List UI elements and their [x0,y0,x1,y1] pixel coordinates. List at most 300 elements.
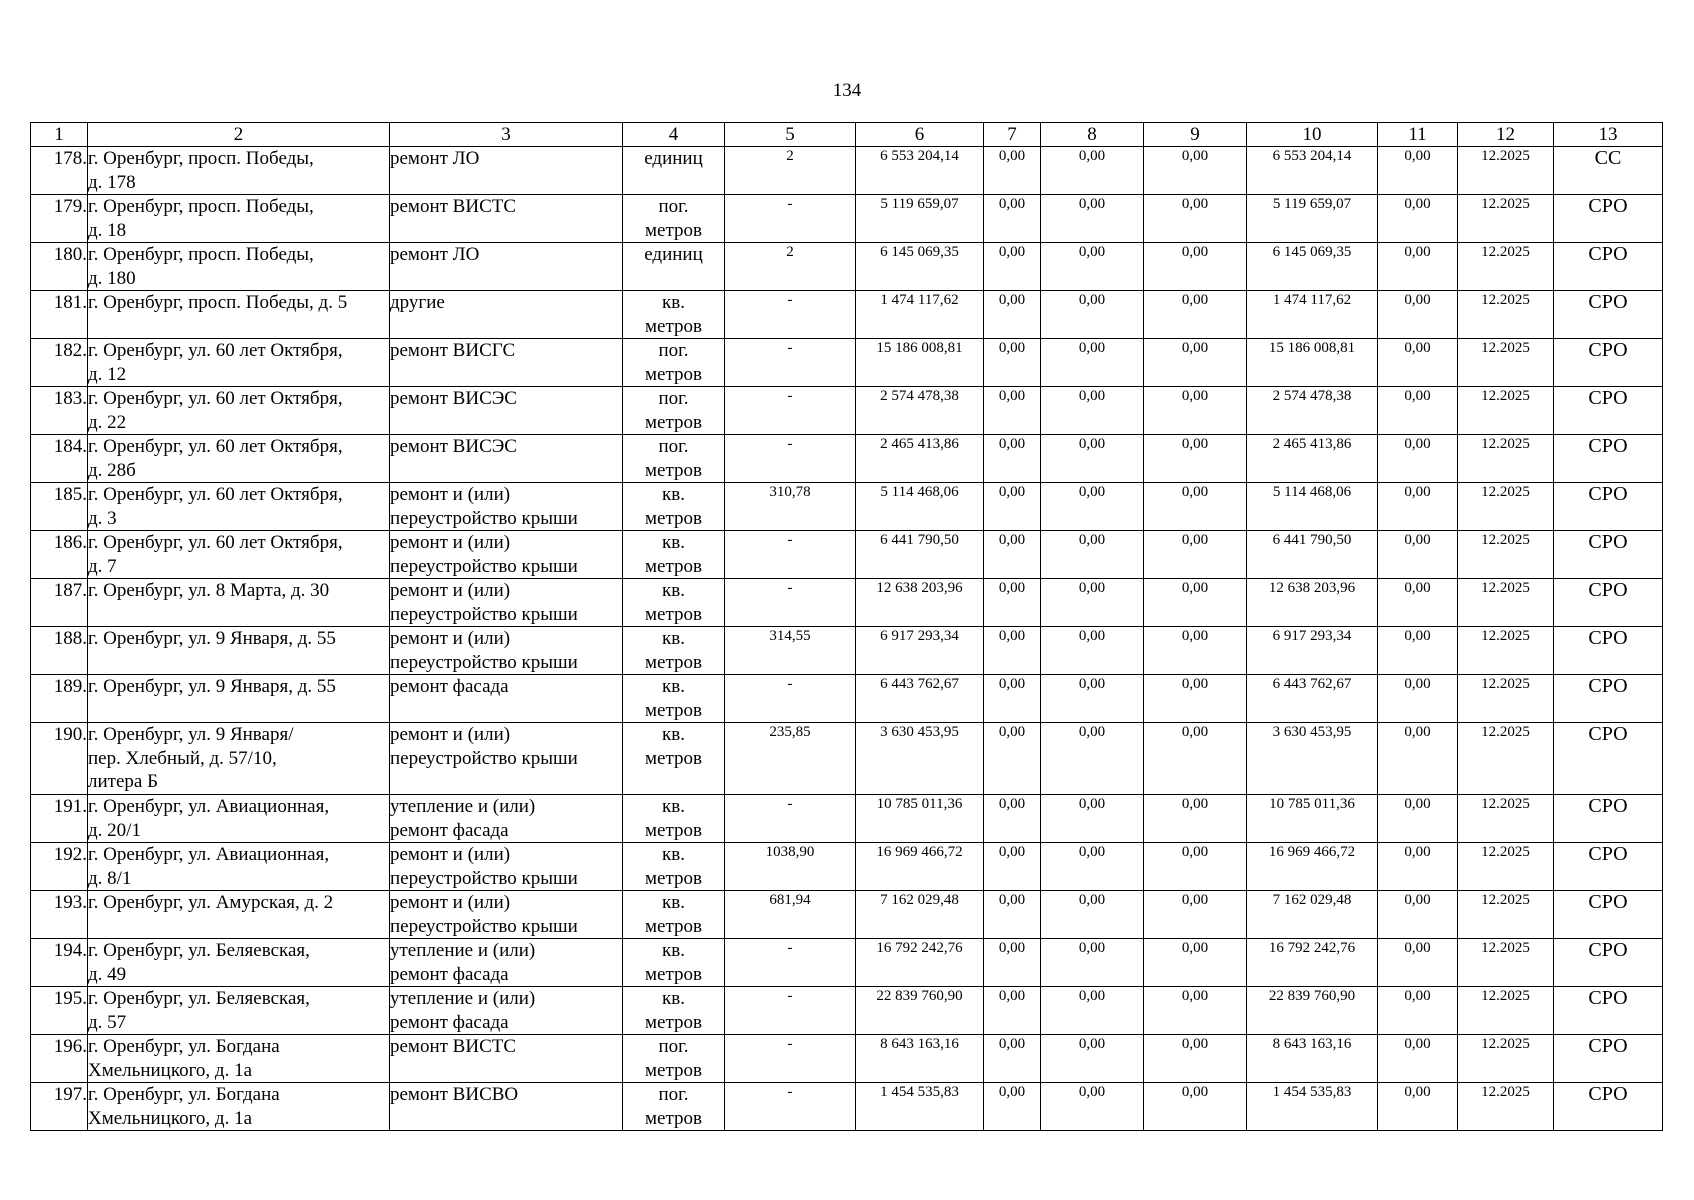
cost-total-cell: 6 443 762,67 [856,675,984,723]
row-number: 180. [31,243,88,291]
unit-cell [623,1083,725,1131]
work-type-cell [390,627,623,675]
address-cell [88,675,390,723]
work-type-cell [390,291,623,339]
col8-cell: 0,00 [1041,291,1144,339]
col11-cell: 0,00 [1378,987,1458,1035]
method-code-cell: СРО [1554,795,1663,843]
cost-fund-cell: 6 443 762,67 [1247,675,1378,723]
work-type-cell-line: ремонт и (или) [390,844,511,865]
unit-cell-line: пог. [658,1084,689,1105]
unit-cell-line: метров [645,459,702,481]
address-cell-line: г. Оренбург, просп. Победы, [88,244,314,265]
quantity-cell: - [725,339,856,387]
quantity-cell: 314,55 [725,627,856,675]
method-code-cell: СРО [1554,675,1663,723]
col9-cell: 0,00 [1144,435,1247,483]
col9-cell: 0,00 [1144,627,1247,675]
table-row [31,435,1663,483]
unit-cell [623,339,725,387]
col8-cell: 0,00 [1041,1083,1144,1131]
quantity-cell: - [725,195,856,243]
work-type-cell-line: ремонт ВИСГС [390,340,516,361]
address-cell [88,627,390,675]
work-type-cell [390,435,623,483]
deadline-cell: 12.2025 [1458,195,1554,243]
column-header-4: 4 [623,123,725,147]
cost-total-cell: 6 917 293,34 [856,627,984,675]
col11-cell: 0,00 [1378,939,1458,987]
cost-fund-cell: 2 574 478,38 [1247,387,1378,435]
method-code-cell: СРО [1554,891,1663,939]
address-cell-line: г. Оренбург, ул. 9 Января, д. 55 [88,628,336,649]
deadline-cell: 12.2025 [1458,795,1554,843]
row-number: 187. [31,579,88,627]
unit-cell [623,843,725,891]
quantity-cell: 681,94 [725,891,856,939]
address-cell-line: г. Оренбург, ул. Авиационная, [88,844,330,865]
work-type-cell-line: ремонт фасада [390,819,509,841]
unit-cell-line: метров [645,651,702,673]
work-type-cell-line: переустройство крыши [390,747,578,769]
col8-cell: 0,00 [1041,147,1144,195]
work-type-cell [390,579,623,627]
cost-fund-cell: 5 114 468,06 [1247,483,1378,531]
unit-cell-line: кв. [662,484,685,505]
unit-cell-line: единиц [644,244,703,265]
unit-cell-line: пог. [658,388,689,409]
unit-cell [623,387,725,435]
deadline-cell: 12.2025 [1458,243,1554,291]
address-cell-line: Хмельницкого, д. 1а [88,1059,253,1081]
address-cell-line: г. Оренбург, ул. 60 лет Октября, [88,340,343,361]
col11-cell: 0,00 [1378,531,1458,579]
method-code-cell: СРО [1554,291,1663,339]
address-cell-line: г. Оренбург, ул. 60 лет Октября, [88,484,343,505]
table-row [31,1035,1663,1083]
unit-cell-line: метров [645,1059,702,1081]
cost-fund-cell: 6 441 790,50 [1247,531,1378,579]
cost-fund-cell: 5 119 659,07 [1247,195,1378,243]
row-number: 185. [31,483,88,531]
cost-total-cell: 6 553 204,14 [856,147,984,195]
col9-cell: 0,00 [1144,483,1247,531]
table-row [31,195,1663,243]
unit-cell-line: кв. [662,940,685,961]
quantity-cell: - [725,795,856,843]
unit-cell-line: кв. [662,988,685,1009]
col9-cell: 0,00 [1144,675,1247,723]
cost-fund-cell: 8 643 163,16 [1247,1035,1378,1083]
unit-cell-line: метров [645,1011,702,1033]
cost-total-cell: 6 441 790,50 [856,531,984,579]
col8-cell: 0,00 [1041,891,1144,939]
address-cell [88,339,390,387]
col7-cell: 0,00 [984,795,1041,843]
work-type-cell-line: ремонт и (или) [390,484,511,505]
deadline-cell: 12.2025 [1458,627,1554,675]
address-cell-line: г. Оренбург, просп. Победы, [88,196,314,217]
quantity-cell: - [725,987,856,1035]
unit-cell-line: кв. [662,628,685,649]
address-cell [88,387,390,435]
work-type-cell-line: ремонт фасада [390,963,509,985]
row-number: 197. [31,1083,88,1131]
table-row [31,387,1663,435]
col7-cell: 0,00 [984,939,1041,987]
address-cell-line: г. Оренбург, ул. Авиационная, [88,796,330,817]
work-type-cell-line: переустройство крыши [390,507,578,529]
row-number: 184. [31,435,88,483]
address-cell-line: г. Оренбург, ул. 60 лет Октября, [88,532,343,553]
row-number: 190. [31,723,88,795]
address-cell-line: д. 180 [88,267,136,289]
unit-cell [623,435,725,483]
row-number: 188. [31,627,88,675]
row-number: 195. [31,987,88,1035]
work-type-cell [390,147,623,195]
work-type-cell-line: ремонт и (или) [390,532,511,553]
address-cell [88,483,390,531]
unit-cell-line: метров [645,915,702,937]
address-cell-line: г. Оренбург, ул. 60 лет Октября, [88,388,343,409]
table-row [31,339,1663,387]
deadline-cell: 12.2025 [1458,675,1554,723]
cost-fund-cell: 3 630 453,95 [1247,723,1378,795]
cost-fund-cell: 2 465 413,86 [1247,435,1378,483]
table-row [31,939,1663,987]
unit-cell-line: метров [645,867,702,889]
work-type-cell [390,939,623,987]
table-row [31,843,1663,891]
address-cell-line: г. Оренбург, ул. Богдана [88,1036,280,1057]
work-type-cell [390,843,623,891]
table-row [31,531,1663,579]
work-type-cell [390,243,623,291]
works-table [30,122,1663,1131]
cost-total-cell: 15 186 008,81 [856,339,984,387]
col8-cell: 0,00 [1041,243,1144,291]
col7-cell: 0,00 [984,843,1041,891]
row-number: 181. [31,291,88,339]
column-header-2: 2 [88,123,390,147]
unit-cell-line: метров [645,219,702,241]
cost-fund-cell: 6 553 204,14 [1247,147,1378,195]
column-header-12: 12 [1458,123,1554,147]
unit-cell-line: метров [645,603,702,625]
work-type-cell [390,987,623,1035]
method-code-cell: СРО [1554,531,1663,579]
row-number: 189. [31,675,88,723]
col8-cell: 0,00 [1041,435,1144,483]
unit-cell [623,1035,725,1083]
work-type-cell [390,195,623,243]
address-cell [88,147,390,195]
cost-total-cell: 22 839 760,90 [856,987,984,1035]
address-cell-line: д. 18 [88,219,127,241]
col7-cell: 0,00 [984,627,1041,675]
table-row [31,483,1663,531]
address-cell [88,531,390,579]
col9-cell: 0,00 [1144,291,1247,339]
work-type-cell-line: переустройство крыши [390,555,578,577]
col9-cell: 0,00 [1144,243,1247,291]
address-cell-line: г. Оренбург, ул. 60 лет Октября, [88,436,343,457]
cost-total-cell: 8 643 163,16 [856,1035,984,1083]
address-cell-line: г. Оренбург, ул. Богдана [88,1084,280,1105]
column-header-1: 1 [31,123,88,147]
col11-cell: 0,00 [1378,483,1458,531]
cost-fund-cell: 10 785 011,36 [1247,795,1378,843]
address-cell-line: д. 28б [88,459,136,481]
table-row [31,723,1663,795]
col7-cell: 0,00 [984,987,1041,1035]
unit-cell [623,483,725,531]
address-cell [88,291,390,339]
method-code-cell: СРО [1554,195,1663,243]
col7-cell: 0,00 [984,675,1041,723]
col7-cell: 0,00 [984,243,1041,291]
method-code-cell: СРО [1554,939,1663,987]
col7-cell: 0,00 [984,483,1041,531]
table-row [31,579,1663,627]
col8-cell: 0,00 [1041,939,1144,987]
unit-cell [623,795,725,843]
row-number: 186. [31,531,88,579]
cost-fund-cell: 6 917 293,34 [1247,627,1378,675]
cost-total-cell: 2 574 478,38 [856,387,984,435]
col11-cell: 0,00 [1378,435,1458,483]
address-cell-line: д. 20/1 [88,819,141,841]
work-type-cell [390,723,623,795]
work-type-cell [390,531,623,579]
cost-fund-cell: 1 474 117,62 [1247,291,1378,339]
unit-cell-line: метров [645,315,702,337]
col9-cell: 0,00 [1144,939,1247,987]
col8-cell: 0,00 [1041,627,1144,675]
unit-cell [623,195,725,243]
address-cell-line: д. 57 [88,1011,127,1033]
address-cell-line: Хмельницкого, д. 1а [88,1107,253,1129]
col11-cell: 0,00 [1378,579,1458,627]
row-number: 193. [31,891,88,939]
address-cell-line: д. 22 [88,411,127,433]
cost-fund-cell: 7 162 029,48 [1247,891,1378,939]
cost-total-cell: 1 454 535,83 [856,1083,984,1131]
table-body [31,147,1663,1131]
col8-cell: 0,00 [1041,675,1144,723]
col8-cell: 0,00 [1041,339,1144,387]
col11-cell: 0,00 [1378,843,1458,891]
work-type-cell-line: утепление и (или) [390,796,536,817]
work-type-cell-line: утепление и (или) [390,988,536,1009]
unit-cell-line: кв. [662,724,685,745]
work-type-cell-line: ремонт и (или) [390,580,511,601]
deadline-cell: 12.2025 [1458,387,1554,435]
table-row [31,627,1663,675]
cost-total-cell: 2 465 413,86 [856,435,984,483]
unit-cell [623,723,725,795]
table-row [31,675,1663,723]
cost-fund-cell: 16 969 466,72 [1247,843,1378,891]
work-type-cell-line: другие [390,292,445,313]
work-type-cell [390,387,623,435]
method-code-cell: СРО [1554,339,1663,387]
deadline-cell: 12.2025 [1458,147,1554,195]
unit-cell [623,627,725,675]
column-header-9: 9 [1144,123,1247,147]
address-cell-line: г. Оренбург, ул. Амурская, д. 2 [88,892,334,913]
address-cell-line: г. Оренбург, просп. Победы, д. 5 [88,292,348,313]
work-type-cell [390,1035,623,1083]
deadline-cell: 12.2025 [1458,891,1554,939]
work-type-cell [390,891,623,939]
work-type-cell [390,795,623,843]
column-header-11: 11 [1378,123,1458,147]
work-type-cell-line: переустройство крыши [390,915,578,937]
row-number: 178. [31,147,88,195]
work-type-cell-line: ремонт ВИСТС [390,1036,517,1057]
unit-cell-line: кв. [662,532,685,553]
unit-cell [623,147,725,195]
method-code-cell: СРО [1554,483,1663,531]
deadline-cell: 12.2025 [1458,531,1554,579]
method-code-cell: СРО [1554,243,1663,291]
unit-cell-line: кв. [662,580,685,601]
table-row [31,291,1663,339]
unit-cell [623,675,725,723]
work-type-cell-line: ремонт и (или) [390,892,511,913]
col7-cell: 0,00 [984,387,1041,435]
col8-cell: 0,00 [1041,843,1144,891]
deadline-cell: 12.2025 [1458,723,1554,795]
col11-cell: 0,00 [1378,1035,1458,1083]
col7-cell: 0,00 [984,195,1041,243]
deadline-cell: 12.2025 [1458,435,1554,483]
method-code-cell: СРО [1554,1083,1663,1131]
row-number: 191. [31,795,88,843]
method-code-cell: СС [1554,147,1663,195]
table-row [31,987,1663,1035]
column-header-8: 8 [1041,123,1144,147]
row-number: 183. [31,387,88,435]
unit-cell [623,891,725,939]
col8-cell: 0,00 [1041,1035,1144,1083]
col8-cell: 0,00 [1041,987,1144,1035]
unit-cell-line: метров [645,747,702,769]
address-cell-line: д. 49 [88,963,127,985]
deadline-cell: 12.2025 [1458,483,1554,531]
col9-cell: 0,00 [1144,891,1247,939]
row-number: 179. [31,195,88,243]
table-row [31,243,1663,291]
unit-cell-line: кв. [662,676,685,697]
column-header-3: 3 [390,123,623,147]
page-number: 134 [832,80,862,101]
method-code-cell: СРО [1554,627,1663,675]
deadline-cell: 12.2025 [1458,1035,1554,1083]
address-cell [88,195,390,243]
address-cell [88,579,390,627]
address-cell [88,1083,390,1131]
unit-cell-line: метров [645,1107,702,1129]
unit-cell [623,291,725,339]
col9-cell: 0,00 [1144,579,1247,627]
address-cell [88,891,390,939]
method-code-cell: СРО [1554,843,1663,891]
col11-cell: 0,00 [1378,723,1458,795]
quantity-cell: - [725,1035,856,1083]
col11-cell: 0,00 [1378,243,1458,291]
quantity-cell: 235,85 [725,723,856,795]
work-type-cell [390,1083,623,1131]
method-code-cell: СРО [1554,579,1663,627]
quantity-cell: - [725,579,856,627]
cost-total-cell: 10 785 011,36 [856,795,984,843]
col11-cell: 0,00 [1378,147,1458,195]
work-type-cell [390,339,623,387]
col9-cell: 0,00 [1144,843,1247,891]
work-type-cell-line: утепление и (или) [390,940,536,961]
column-header-6: 6 [856,123,984,147]
work-type-cell-line: ремонт ЛО [390,244,480,265]
col7-cell: 0,00 [984,291,1041,339]
row-number: 192. [31,843,88,891]
unit-cell-line: единиц [644,148,703,169]
col7-cell: 0,00 [984,339,1041,387]
unit-cell-line: кв. [662,892,685,913]
quantity-cell: 2 [725,243,856,291]
col9-cell: 0,00 [1144,723,1247,795]
col8-cell: 0,00 [1041,195,1144,243]
address-cell [88,843,390,891]
col11-cell: 0,00 [1378,387,1458,435]
col9-cell: 0,00 [1144,147,1247,195]
method-code-cell: СРО [1554,435,1663,483]
unit-cell-line: пог. [658,340,689,361]
column-header-13: 13 [1554,123,1663,147]
column-header-7: 7 [984,123,1041,147]
cost-fund-cell: 12 638 203,96 [1247,579,1378,627]
col11-cell: 0,00 [1378,795,1458,843]
method-code-cell: СРО [1554,387,1663,435]
col9-cell: 0,00 [1144,1035,1247,1083]
row-number: 196. [31,1035,88,1083]
col11-cell: 0,00 [1378,675,1458,723]
cost-fund-cell: 22 839 760,90 [1247,987,1378,1035]
col11-cell: 0,00 [1378,339,1458,387]
address-cell [88,939,390,987]
address-cell-line: д. 8/1 [88,867,132,889]
address-cell [88,435,390,483]
cost-fund-cell: 6 145 069,35 [1247,243,1378,291]
unit-cell-line: метров [645,699,702,721]
work-type-cell-line: переустройство крыши [390,603,578,625]
cost-total-cell: 3 630 453,95 [856,723,984,795]
col7-cell: 0,00 [984,723,1041,795]
deadline-cell: 12.2025 [1458,1083,1554,1131]
col8-cell: 0,00 [1041,795,1144,843]
unit-cell-line: кв. [662,292,685,313]
col7-cell: 0,00 [984,1035,1041,1083]
address-cell [88,987,390,1035]
work-type-cell-line: ремонт ЛО [390,148,480,169]
work-type-cell-line: переустройство крыши [390,867,578,889]
deadline-cell: 12.2025 [1458,939,1554,987]
col11-cell: 0,00 [1378,627,1458,675]
address-cell-line: г. Оренбург, ул. 8 Марта, д. 30 [88,580,330,601]
work-type-cell-line: ремонт ВИСЭС [390,388,517,409]
